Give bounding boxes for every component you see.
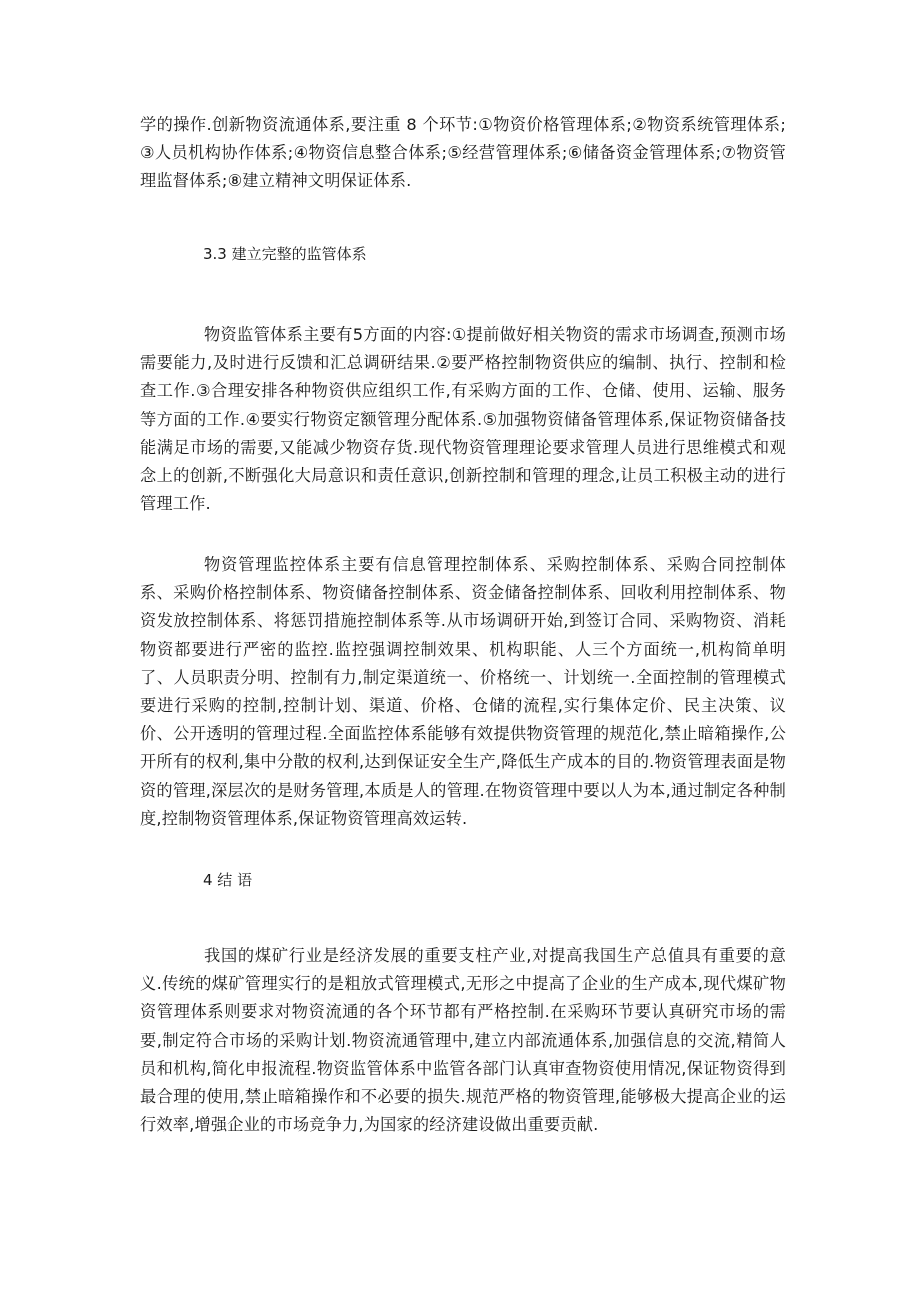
paragraph-supervision-system: 物资监管体系主要有5方面的内容:①提前做好相关物资的需求市场调查,预测市场需要能力,及时进行反馈和汇总调研结果.②要严格控制物资供应的编制、执行、控制和检查工作.③合理安排各种物资供应组织工作,有采购方面的工作、仓储、使用、运输、服务等方面的工作.④要实行物资定额管理分配体系.⑤加强物资储备管理体系,保证物资储备技能满足市场的需要,又能减少物资存货.现代物资管理理论要求管理人员进行思维模式和观念上的创新,不断强化大局意识和责任意识,创新控制和管理的理念,让员工积极主动的进行管理工作. (140, 325, 786, 514)
section-heading-4-conclusion: 4 结 语 (203, 871, 253, 889)
paragraph-circulation-system: 学的操作.创新物资流通体系,要注重 8 个环节:①物资价格管理体系;②物资系统管理体系;③人员机构协作体系;④物资信息整合体系;⑤经营管理体系;⑥储备资金管理体系;⑦物资管理监督体系;⑧建立精神文明保证体系. (140, 115, 786, 191)
paragraph-monitoring-system: 物资管理监控体系主要有信息管理控制体系、采购控制体系、采购合同控制体系、采购价格控制体系、物资储备控制体系、资金储备控制体系、回收利用控制体系、物资发放控制体系、将惩罚措施控制体系等.从市场调研开始,到签订合同、采购物资、消耗物资都要进行严密的监控.监控强调控制效果、机构职能、人三个方面统一,机构简单明了、人员职责分明、控制有力,制定渠道统一、价格统一、计划统一.全面控制的管理模式要进行采购的控制,控制计划、渠道、价格、仓储的流程,实行集体定价、民主决策、议价、公开透明的管理过程.全面监控体系能够有效提供物资管理的规范化,禁止暗箱操作,公开所有的权利,集中分散的权利,达到保证安全生产,降低生产成本的目的.物资管理表面是物资的管理,深层次的是财务管理,本质是人的管理.在物资管理中要以人为本,通过制定各种制度,控制物资管理体系,保证物资管理高效运转. (140, 555, 786, 828)
section-heading-3-3: 3.3 建立完整的监管体系 (203, 245, 367, 263)
paragraph-conclusion: 我国的煤矿行业是经济发展的重要支柱产业,对提高我国生产总值具有重要的意义.传统的煤矿管理实行的是粗放式管理模式,无形之中提高了企业的生产成本,现代煤矿物资管理体系则要求对物资流通的各个环节都有严格控制.在采购环节要认真研究市场的需要,制定符合市场的采购计划.物资流通管理中,建立内部流通体系,加强信息的交流,精简人员和机构,简化申报流程.物资监管体系中监管各部门认真审查物资使用情况,保证物资得到最合理的使用,禁止暗箱操作和不必要的损失.规范严格的物资管理,能够极大提高企业的运行效率,增强企业的市场竞争力,为国家的经济建设做出重要贡献. (140, 946, 786, 1135)
